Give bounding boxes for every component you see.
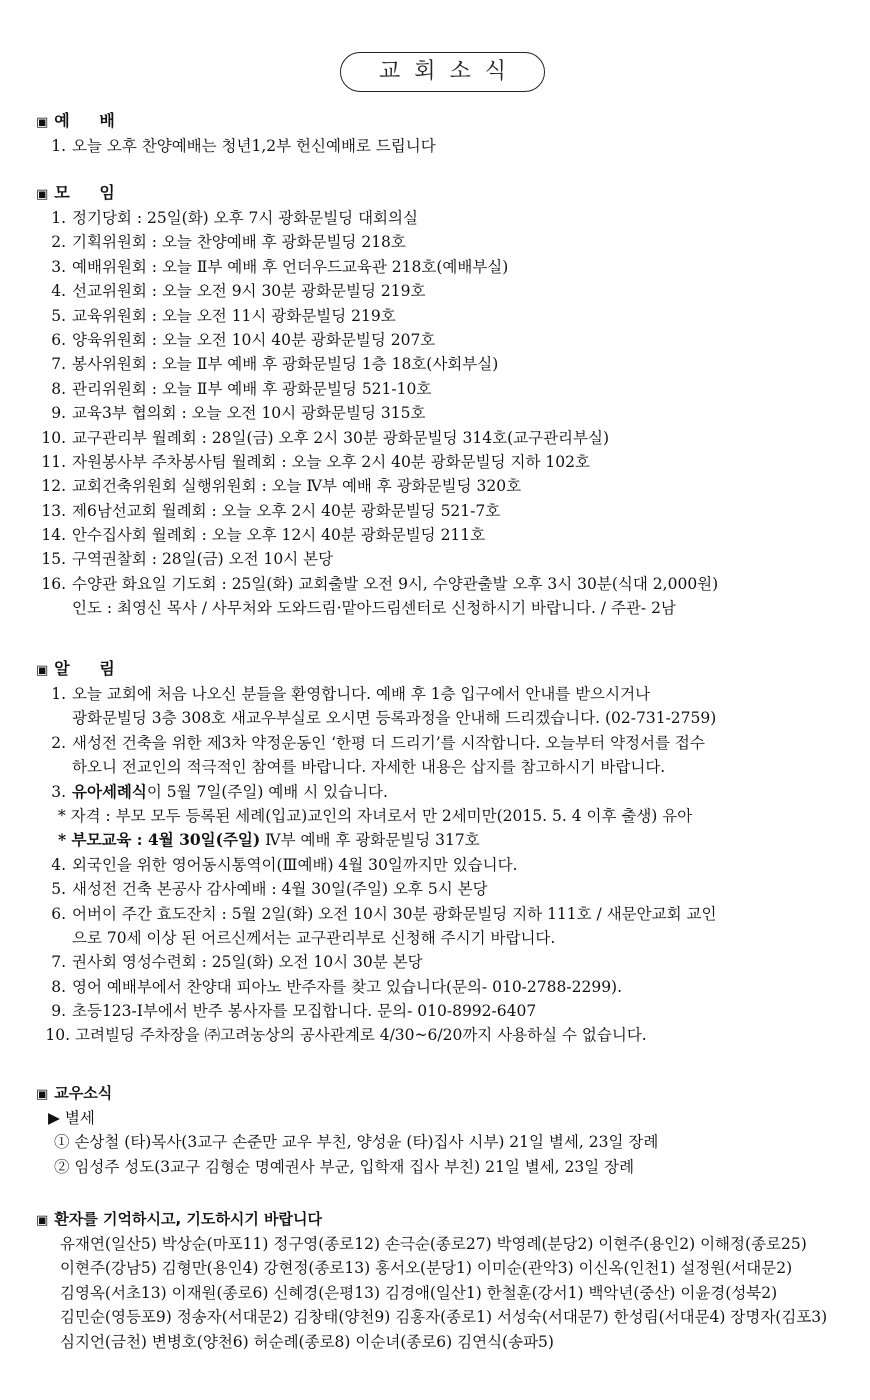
list-item: 8. 영어 예배부에서 찬양대 피아노 반주자를 찾고 있습니다(문의- 010-2788-2299). xyxy=(51,977,623,996)
patient-list-row: 유재연(일산5) 박상순(마포11) 정구영(종로12) 손극순(종로27) 박영례(분당2) 이현주(용인2) 이해정(종로25) xyxy=(60,1235,807,1253)
list-subitem: * 자격 : 부모 모두 등록된 세례(입교)교인의 자녀로서 만 2세미만(2015. 5. 4 이후 출생) 유아 xyxy=(58,806,693,825)
worship-header: ▣ 예 배 xyxy=(36,111,127,130)
list-item: 10. 고려빌딩 주차장을 ㈜고려농상의 공사관계로 4/30~6/20까지 사용하실 수 없습니다. xyxy=(45,1026,647,1045)
patient-list-row: 심지언(금천) 변병호(양천6) 허순례(종로8) 이순녀(종로6) 김연식(송파5) xyxy=(60,1332,554,1351)
list-item: 10. 교구관리부 월례회 : 28일(금) 오후 2시 30분 광화문빌딩 314호(교구관리부실) xyxy=(41,428,610,447)
patients-header: ▣ 환자를 기억하시고, 기도하시기 바랍니다 xyxy=(36,1210,322,1228)
patient-list-row: 김민순(영등포9) 정송자(서대문2) 김창태(양천9) 김홍자(종로1) 서성숙(서대문7) 한성림(서대문4) 장명자(김포3) xyxy=(60,1308,828,1327)
list-subitem: * 부모교육 : 4월 30일(주일) Ⅳ부 예배 후 광화문빌딩 317호 xyxy=(58,830,480,850)
list-item: 3. 유아세례식이 5월 7일(주일) 예배 시 있습니다. xyxy=(51,781,388,801)
list-item: 5. 새성전 건축 본공사 감사예배 : 4월 30일(주일) 오후 5시 본당 xyxy=(51,880,488,899)
section-mark-icon: ▣ xyxy=(36,1087,49,1102)
list-item: 1. 정기당회 : 25일(화) 오후 7시 광화문빌딩 대회의실 xyxy=(51,209,418,227)
list-item-continuation: 인도 : 최영신 목사 / 사무처와 도와드림·맡아드림센터로 신청하시기 바랍니다. / 주관- 2남 xyxy=(72,599,676,618)
list-item: 6. 양육위원회 : 오늘 오전 10시 40분 광화문빌딩 207호 xyxy=(51,330,436,349)
patients-section xyxy=(36,1206,856,1354)
list-item: 8. 관리위원회 : 오늘 Ⅱ부 예배 후 광화문빌딩 521-10호 xyxy=(51,379,432,398)
patient-list-row: 이현주(강남5) 김형만(용인4) 강현정(종로13) 홍서오(분당1) 이미순(관악3) 이신옥(인천1) 설정원(서대문2) xyxy=(60,1259,793,1278)
list-item-continuation: 하오니 전교인의 적극적인 참여를 바랍니다. 자세한 내용은 삽지를 참고하시기 바랍니다. xyxy=(72,758,666,777)
list-item: 9. 교육3부 협의회 : 오늘 오전 10시 광화문빌딩 315호 xyxy=(51,404,426,423)
list-item: 3. 예배위원회 : 오늘 Ⅱ부 예배 후 언더우드교육관 218호(예배부실) xyxy=(51,257,509,276)
list-item: 7. 권사회 영성수련회 : 25일(화) 오전 10시 30분 본당 xyxy=(51,953,423,972)
list-item: 11. 자원봉사부 주차봉사팀 월례회 : 오늘 오후 2시 40분 광화문빌딩 지하 102호 xyxy=(41,452,590,471)
list-item: 16. 수양관 화요일 기도회 : 25일(화) 교회출발 오전 9시, 수양관출발 오후 3시 30분(식대 2,000원) xyxy=(41,574,719,593)
patient-list-row: 김영옥(서초13) 이재원(종로6) 신혜경(은평13) 김경애(일산1) 한철훈(강서1) 백악년(중산) 이윤경(성북2) xyxy=(60,1283,778,1302)
list-item: 2. 기획위원회 : 오늘 찬양예배 후 광화문빌딩 218호 xyxy=(51,233,406,252)
list-item: 12. 교회건축위원회 실행위원회 : 오늘 Ⅳ부 예배 후 광화문빌딩 320호 xyxy=(41,477,522,496)
list-item-continuation: 광화문빌딩 3층 308호 새교우부실로 오시면 등록과정을 안내해 드리겠습니다. (02-731-2759) xyxy=(72,709,717,728)
section-mark-icon: ▣ xyxy=(36,663,49,678)
list-item: 13. 제6남선교회 월례회 : 오늘 오후 2시 40분 광화문빌딩 521-7호 xyxy=(41,501,501,520)
worship-section xyxy=(36,108,856,158)
list-item: 7. 봉사위원회 : 오늘 Ⅱ부 예배 후 광화문빌딩 1층 18호(사회부실) xyxy=(51,355,499,374)
meetings-section xyxy=(36,180,856,621)
list-item: 4. 선교위원회 : 오늘 오전 9시 30분 광화문빌딩 219호 xyxy=(51,282,426,301)
section-mark-icon: ▣ xyxy=(36,1213,49,1228)
members-header: ▣ 교우소식 xyxy=(36,1084,113,1102)
notices-header: ▣ 알 림 xyxy=(36,659,127,678)
list-item: 4. 외국인을 위한 영어동시통역이(Ⅲ예배) 4월 30일까지만 있습니다. xyxy=(51,855,518,874)
list-item: 14. 안수집사회 월례회 : 오늘 오후 12시 40분 광화문빌딩 211호 xyxy=(41,526,486,545)
notices-section xyxy=(36,656,856,1048)
list-item: 2. 새성전 건축을 위한 제3차 약정운동인 ‘한평 더 드리기’를 시작합니다. 오늘부터 약정서를 접수 xyxy=(51,733,705,752)
list-item: ② 임성주 성도(3교구 김형순 명예권사 부군, 입학재 집사 부친) 21일 별세, 23일 장례 xyxy=(54,1157,635,1176)
list-item: ① 손상철 (타)목사(3교구 손준만 교우 부친, 양성윤 (타)집사 시부) 21일 별세, 23일 장례 xyxy=(54,1133,659,1152)
list-item: 1. 오늘 오후 찬양예배는 청년1,2부 헌신예배로 드립니다 xyxy=(51,137,436,155)
list-item: 15. 구역권찰회 : 28일(금) 오전 10시 본당 xyxy=(41,550,334,569)
section-mark-icon: ▣ xyxy=(36,115,49,130)
list-item: 5. 교육위원회 : 오늘 오전 11시 광화문빌딩 219호 xyxy=(51,306,396,325)
list-item: 9. 초등123-Ⅰ부에서 반주 봉사자를 모집합니다. 문의- 010-8992-6407 xyxy=(51,1002,537,1021)
page-title: 교회소식 xyxy=(340,52,545,92)
list-item: 6. 어버이 주간 효도잔치 : 5월 2일(화) 오전 10시 30분 광화문빌딩 지하 111호 / 새문안교회 교인 xyxy=(51,904,717,923)
list-item: 1. 오늘 교회에 처음 나오신 분들을 환영합니다. 예배 후 1층 입구에서 안내를 받으시거나 xyxy=(51,685,651,703)
list-item-continuation: 으로 70세 이상 된 어르신께서는 교구관리부로 신청해 주시기 바랍니다. xyxy=(72,928,556,947)
meetings-header: ▣ 모 임 xyxy=(36,183,127,202)
section-mark-icon: ▣ xyxy=(36,187,49,202)
members-section xyxy=(36,1080,856,1179)
members-subheading: ▶ 별세 xyxy=(48,1109,95,1127)
